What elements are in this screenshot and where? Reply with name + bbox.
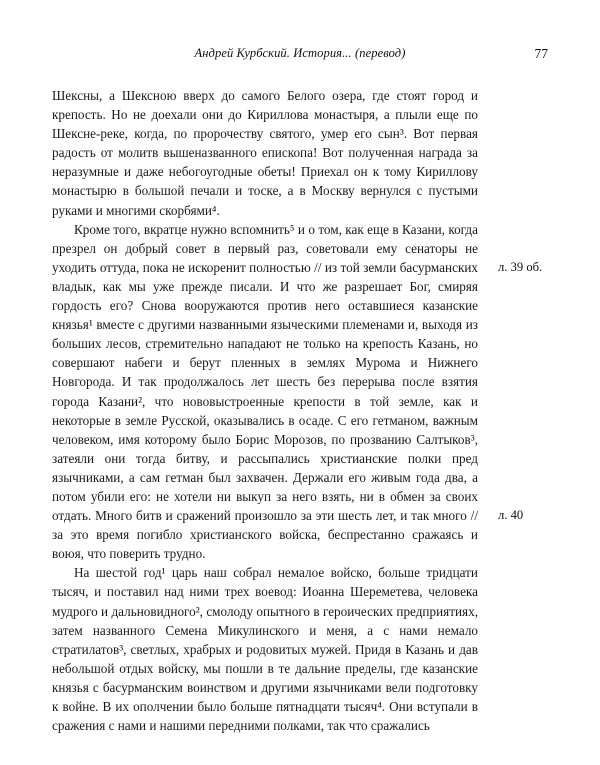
page-number: 77 bbox=[534, 46, 548, 61]
folio-marker-39ob: л. 39 об. bbox=[498, 259, 543, 274]
folio-marker-40: л. 40 bbox=[498, 508, 524, 523]
paragraph-3: На шестой год¹ царь наш собрал немалое войско, больше тридцати тысяч, и поставил над ними трех воевод: Иоанна Шереметева, человека мудрого и дальновидного², смолоду опытного в героических предприятиях, затем названного Семена Микулинского и меня, а с нами немало стратилатов³, светлых, храбрых и родовитых мужей. Придя в Казань и дав небольшой отдых войску, мы пошли в те дальние пределы, где казанские князья с басурманским воинством и другими язычниками вели подготовку к войне. В их ополчении было больше пятнадцати тысяч⁴. Они вступали в сражения с нами и нашими передними полками, так что сражались bbox=[52, 565, 478, 734]
paragraph-2: Кроме того, вкратце нужно вспомнить⁵ и о том, как еще в Казани, когда презрел он добрый совет в первый раз, советовали ему сенаторы не уходить оттуда, пока не искоренит полностью // из той земли басурманских владык, как мы уже прежде писали. И что же разрешает Бог, смиряя гордость его? Снова вооружаются против него оставшиеся казанские князья¹ вместе с другими названными языческими племенами и, выходя из больших лесов, стремительно нападают не только на крепость Казань, но совершают набеги и берут пленных в землях Мурома и Нижнего Новгорода. И так продолжалось лет шесть без перерыва после взятия города Казани², что нововыстроенные крепости в той земле, как и некоторые в земле Русской, оказывались в осаде. С его гетманом, важным человеком, имя которому было Борис Морозов, по прозванию Салтыков³, затеяли они тогда битву, и рассыпались христианские полки пред язычниками, а сам гетман был захвачен. Держали его живым года два, а потом убили его: не хотели ни выкуп за него взять, ни в обмен за своих отдать. Много битв и сражений произошло за эти шесть лет, и так много // за это время погибло христианского войска, беспрестанно сражаясь и воюя, что поверить трудно. bbox=[52, 221, 478, 562]
paragraph-1: Шексны, а Шексною вверх до самого Белого озера, где стоят город и крепость. Но не доехали они до Кириллова монастыря, а плыли еще по Шексне-реке, когда, по пророчеству святого, умер его сын³. Вот первая радость от молитв вышеназванного епископа! Вот полученная награда за неразумные и даже небогоугодные обеты! Приехал он к тому Кириллову монастырю в большой печали и тоске, а в Москву вернулся с пустыми руками и многими скорбями⁴. bbox=[52, 88, 478, 218]
page-header bbox=[52, 46, 548, 72]
running-title: Андрей Курбский. История... (перевод) bbox=[194, 46, 406, 60]
page-body bbox=[52, 86, 478, 735]
